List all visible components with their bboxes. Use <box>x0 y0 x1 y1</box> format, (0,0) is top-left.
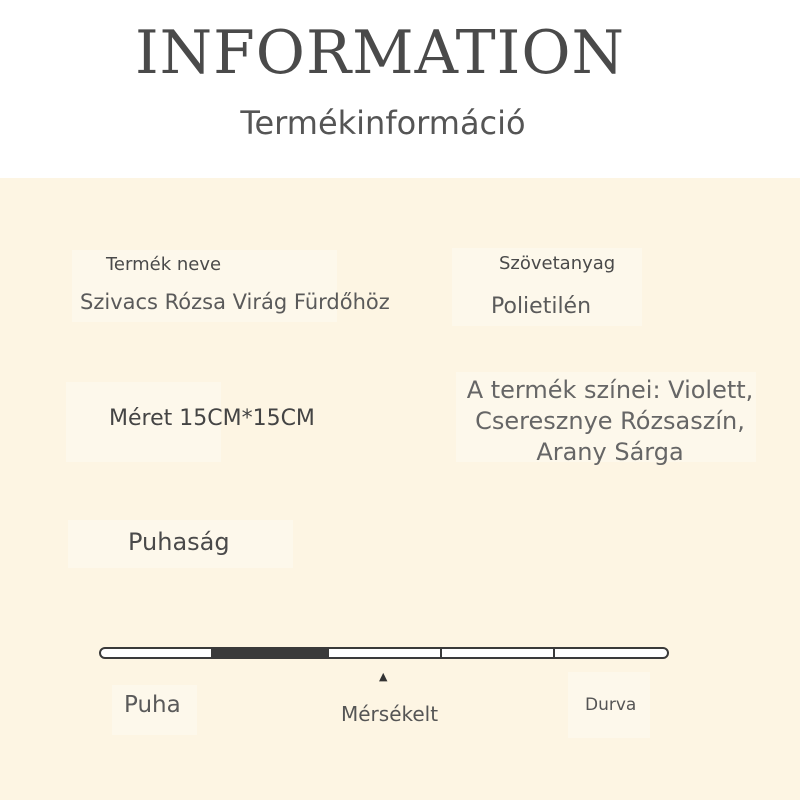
softness-scale-bar <box>99 647 669 659</box>
fabric-value: Polietilén <box>491 294 592 319</box>
header-section <box>0 0 800 178</box>
size-text: Méret 15CM*15CM <box>109 406 315 431</box>
page-subtitle: Termékinformáció <box>240 104 526 142</box>
scale-label-rough: Durva <box>585 695 637 715</box>
page-title: INFORMATION <box>134 18 626 88</box>
product-name-value: Szivacs Rózsa Virág Fürdőhöz <box>80 290 390 314</box>
product-name-label: Termék neve <box>106 254 222 275</box>
triangle-marker-icon: ▲ <box>379 670 388 683</box>
scale-label-soft: Puha <box>124 692 181 718</box>
colors-line: A termék színei: Violett, <box>466 376 754 404</box>
colors-line: Arany Sárga <box>536 438 684 466</box>
colors-text <box>440 375 780 468</box>
softness-label: Puhaság <box>128 528 230 556</box>
scale-divider <box>553 649 555 657</box>
softness-scale-fill <box>211 649 329 657</box>
fabric-label: Szövetanyag <box>499 253 616 274</box>
scale-divider <box>440 649 442 657</box>
colors-line: Cseresznye Rózsaszín, <box>475 407 745 435</box>
scale-label-moderate: Mérsékelt <box>341 702 439 726</box>
